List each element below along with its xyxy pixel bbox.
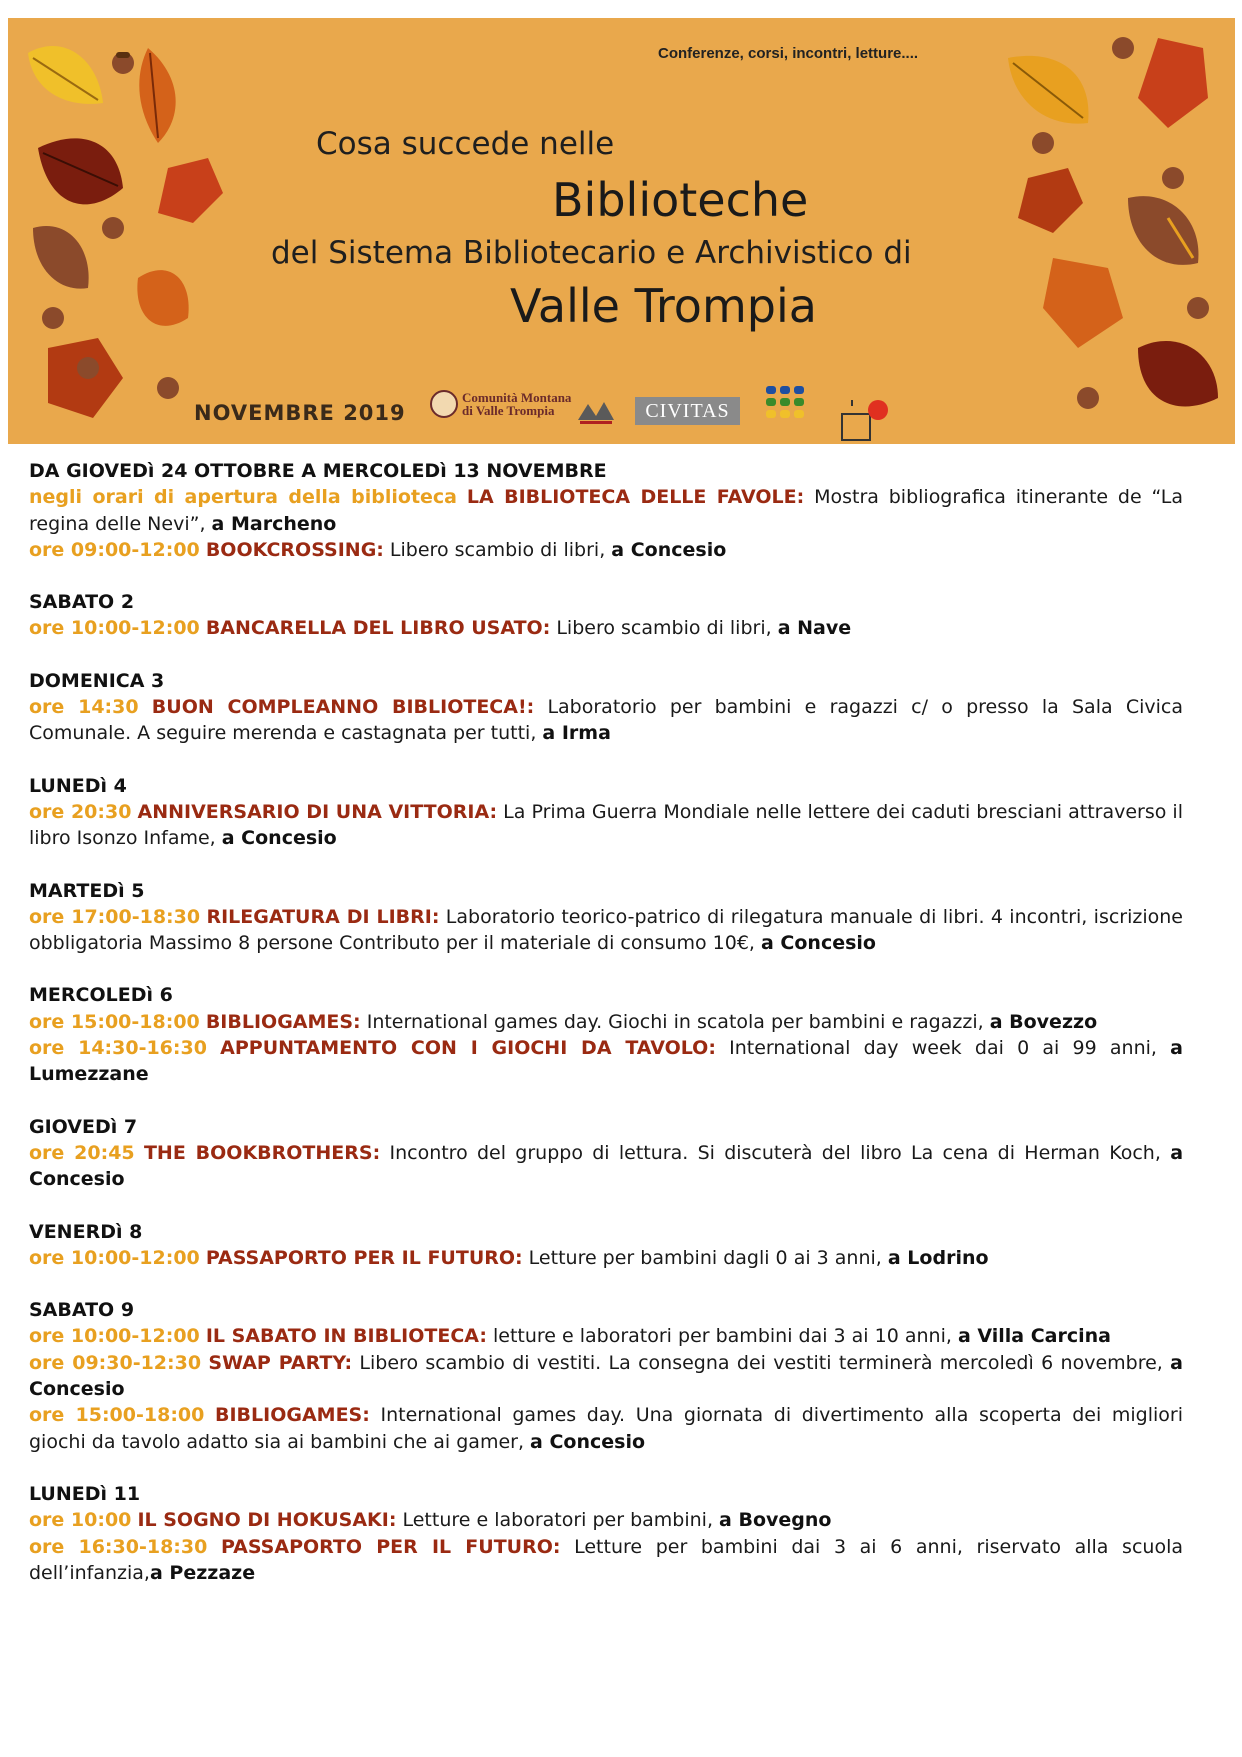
day-heading: LUNEDì 4 bbox=[29, 774, 127, 797]
event-time: ore 15:00-18:00 bbox=[29, 1010, 200, 1033]
event-item bbox=[29, 694, 1183, 747]
bibliotheca-logo bbox=[574, 394, 618, 428]
event-description: Laboratorio teorico-patrico di rilegatura manuale di libri. 4 incontri, iscrizione obbligatoria Massimo 8 persone Contributo per il materiale di consumo 10€, bbox=[29, 905, 1183, 955]
event-title: BUON COMPLEANNO BIBLIOTECA!: bbox=[151, 696, 535, 719]
event-title: THE BOOKBROTHERS: bbox=[143, 1141, 381, 1164]
event-time: ore 10:00-12:00 bbox=[29, 1325, 200, 1348]
event-description: Letture per bambini dai 3 ai 6 anni, riservato alla scuola dell’infanzia, bbox=[29, 1535, 1183, 1584]
event-title: RILEGATURA DI LIBRI: bbox=[206, 905, 440, 928]
event-item bbox=[29, 1534, 1183, 1587]
civitas-logo: CIVITAS bbox=[635, 397, 740, 425]
autumn-leaves-decoration bbox=[8, 18, 1235, 444]
event-location: a Concesio bbox=[29, 1351, 1183, 1401]
event-item bbox=[29, 1323, 1183, 1349]
section-spacer bbox=[29, 1455, 1183, 1481]
event-description: Libero scambio di libri, bbox=[550, 617, 778, 640]
event-time: ore 09:00-12:00 bbox=[29, 538, 200, 561]
section-spacer bbox=[29, 642, 1183, 668]
event-title: PASSAPORTO PER IL FUTURO: bbox=[220, 1535, 561, 1558]
event-title: BANCARELLA DEL LIBRO USATO: bbox=[205, 617, 551, 640]
event-description: International games day. Giochi in scatola per bambini e ragazzi, bbox=[360, 1010, 990, 1033]
event-description: International games day. Una giornata di divertimento alla scoperta dei migliori giochi da tavolo adatto sia ai bambini che ai gamer, bbox=[29, 1404, 1183, 1453]
section-spacer bbox=[29, 563, 1183, 589]
event-time: ore 10:00-12:00 bbox=[29, 1246, 200, 1269]
event-description: La Prima Guerra Mondiale nelle lettere dei caduti bresciani attraverso il libro Isonzo Infame, bbox=[29, 800, 1183, 850]
banner-tagline: Conferenze, corsi, incontri, letture.... bbox=[658, 45, 919, 62]
sistema-bibliotecario-logo bbox=[764, 384, 814, 436]
event-time: negli orari di apertura della biblioteca bbox=[29, 486, 458, 509]
event-item bbox=[29, 1009, 1183, 1035]
event-location: a Bovezzo bbox=[989, 1010, 1098, 1033]
day-heading: MERCOLEDì 6 bbox=[29, 984, 173, 1007]
comunita-montana-emblem-icon bbox=[430, 390, 458, 418]
event-time: ore 14:30-16:30 bbox=[29, 1037, 207, 1060]
event-location: a Bovegno bbox=[719, 1509, 832, 1532]
event-item bbox=[29, 484, 1183, 537]
event-description: Laboratorio per bambini e ragazzi c/ o presso la Sala Civica Comunale. A seguire merenda e castagnata per tutti, bbox=[29, 696, 1183, 745]
day-heading: SABATO 2 bbox=[29, 591, 135, 614]
event-item bbox=[29, 1035, 1183, 1088]
event-location: a Nave bbox=[777, 617, 852, 640]
event-location: a Villa Carcina bbox=[957, 1325, 1111, 1348]
event-description: Libero scambio di vestiti. La consegna dei vestiti terminerà mercoledì 6 novembre, bbox=[352, 1351, 1171, 1374]
event-title: ANNIVERSARIO DI UNA VITTORIA: bbox=[137, 800, 498, 823]
event-description: Libero scambio di libri, bbox=[383, 538, 612, 561]
event-title: SWAP PARTY: bbox=[208, 1351, 353, 1374]
event-title: IL SOGNO DI HOKUSAKI: bbox=[137, 1509, 397, 1532]
event-description: Incontro del gruppo di lettura. Si discuterà del libro La cena di Herman Koch, bbox=[380, 1141, 1171, 1164]
event-item bbox=[29, 799, 1183, 852]
event-description: Mostra bibliografica itinerante de “La regina delle Nevi”, bbox=[29, 486, 1184, 535]
event-time: ore 17:00-18:30 bbox=[29, 905, 201, 928]
event-item bbox=[29, 904, 1183, 957]
event-title: BIBLIOGAMES: bbox=[205, 1010, 361, 1033]
event-location: a Marcheno bbox=[211, 512, 337, 535]
event-location: a Lodrino bbox=[887, 1246, 989, 1269]
event-time: ore 20:45 bbox=[29, 1141, 135, 1164]
event-title: BOOKCROSSING: bbox=[205, 538, 384, 561]
day-heading: DA GIOVEDì 24 OTTOBRE A MERCOLEDì 13 NOVEMBRE bbox=[29, 460, 607, 482]
event-time: ore 10:00 bbox=[29, 1509, 132, 1532]
event-time: ore 15:00-18:00 bbox=[29, 1404, 205, 1427]
day-heading: VENERDì 8 bbox=[29, 1220, 143, 1243]
events-list bbox=[29, 458, 1183, 1586]
event-description: International day week dai 0 ai 99 anni, bbox=[715, 1037, 1171, 1060]
event-description: letture e laboratori per bambini dai 3 ai 10 anni, bbox=[486, 1325, 958, 1348]
header-banner bbox=[8, 18, 1235, 444]
event-item bbox=[29, 537, 1183, 563]
event-location: a Concesio bbox=[221, 827, 337, 850]
event-title: APPUNTAMENTO CON I GIOCHI DA TAVOLO: bbox=[220, 1037, 716, 1060]
day-heading: SABATO 9 bbox=[29, 1299, 135, 1322]
section-spacer bbox=[29, 747, 1183, 773]
event-title: BIBLIOGAMES: bbox=[215, 1404, 370, 1427]
banner-heading-line4: Valle Trompia bbox=[510, 279, 817, 333]
event-location: a Concesio bbox=[761, 932, 876, 955]
day-heading: DOMENICA 3 bbox=[29, 669, 165, 692]
saperi-logo bbox=[838, 396, 894, 444]
day-heading: MARTEDì 5 bbox=[29, 879, 145, 902]
comunita-montana-logo bbox=[430, 390, 582, 418]
event-item bbox=[29, 615, 1183, 641]
banner-heading-line3: del Sistema Bibliotecario e Archivistico di bbox=[271, 235, 912, 271]
event-location: a Pezzaze bbox=[149, 1561, 256, 1584]
section-spacer bbox=[29, 1193, 1183, 1219]
event-item bbox=[29, 1140, 1183, 1193]
event-title: IL SABATO IN BIBLIOTECA: bbox=[205, 1325, 487, 1348]
event-location: a Irma bbox=[542, 722, 611, 745]
event-location: a Concesio bbox=[611, 538, 727, 561]
event-time: ore 10:00-12:00 bbox=[29, 617, 200, 640]
event-time: ore 20:30 bbox=[29, 800, 132, 823]
section-spacer bbox=[29, 1088, 1183, 1114]
event-location: a Lumezzane bbox=[29, 1037, 1183, 1086]
day-heading: GIOVEDì 7 bbox=[29, 1115, 138, 1138]
banner-month: NOVEMBRE 2019 bbox=[194, 401, 406, 425]
event-time: ore 16:30-18:30 bbox=[29, 1535, 208, 1558]
event-location: a Concesio bbox=[530, 1430, 646, 1453]
event-item bbox=[29, 1350, 1183, 1403]
banner-heading-line1: Cosa succede nelle bbox=[316, 126, 615, 162]
comunita-montana-logo-text: Comunità Montana di Valle Trompia bbox=[462, 390, 572, 418]
section-spacer bbox=[29, 1271, 1183, 1297]
event-location: a Concesio bbox=[29, 1141, 1184, 1191]
sistema-bars-icon bbox=[764, 384, 806, 420]
event-item bbox=[29, 1507, 1183, 1533]
event-description: Letture e laboratori per bambini, bbox=[396, 1509, 720, 1532]
event-title: PASSAPORTO PER IL FUTURO: bbox=[205, 1246, 523, 1269]
section-spacer bbox=[29, 956, 1183, 982]
event-title: LA BIBLIOTECA DELLE FAVOLE: bbox=[466, 486, 805, 509]
event-item bbox=[29, 1402, 1183, 1455]
event-description: Letture per bambini dagli 0 ai 3 anni, bbox=[522, 1246, 888, 1269]
event-time: ore 09:30-12:30 bbox=[29, 1351, 202, 1374]
day-heading: LUNEDì 11 bbox=[29, 1482, 141, 1505]
event-item bbox=[29, 1245, 1183, 1271]
event-time: ore 14:30 bbox=[29, 696, 139, 719]
section-spacer bbox=[29, 852, 1183, 878]
banner-heading-line2: Biblioteche bbox=[552, 173, 809, 227]
